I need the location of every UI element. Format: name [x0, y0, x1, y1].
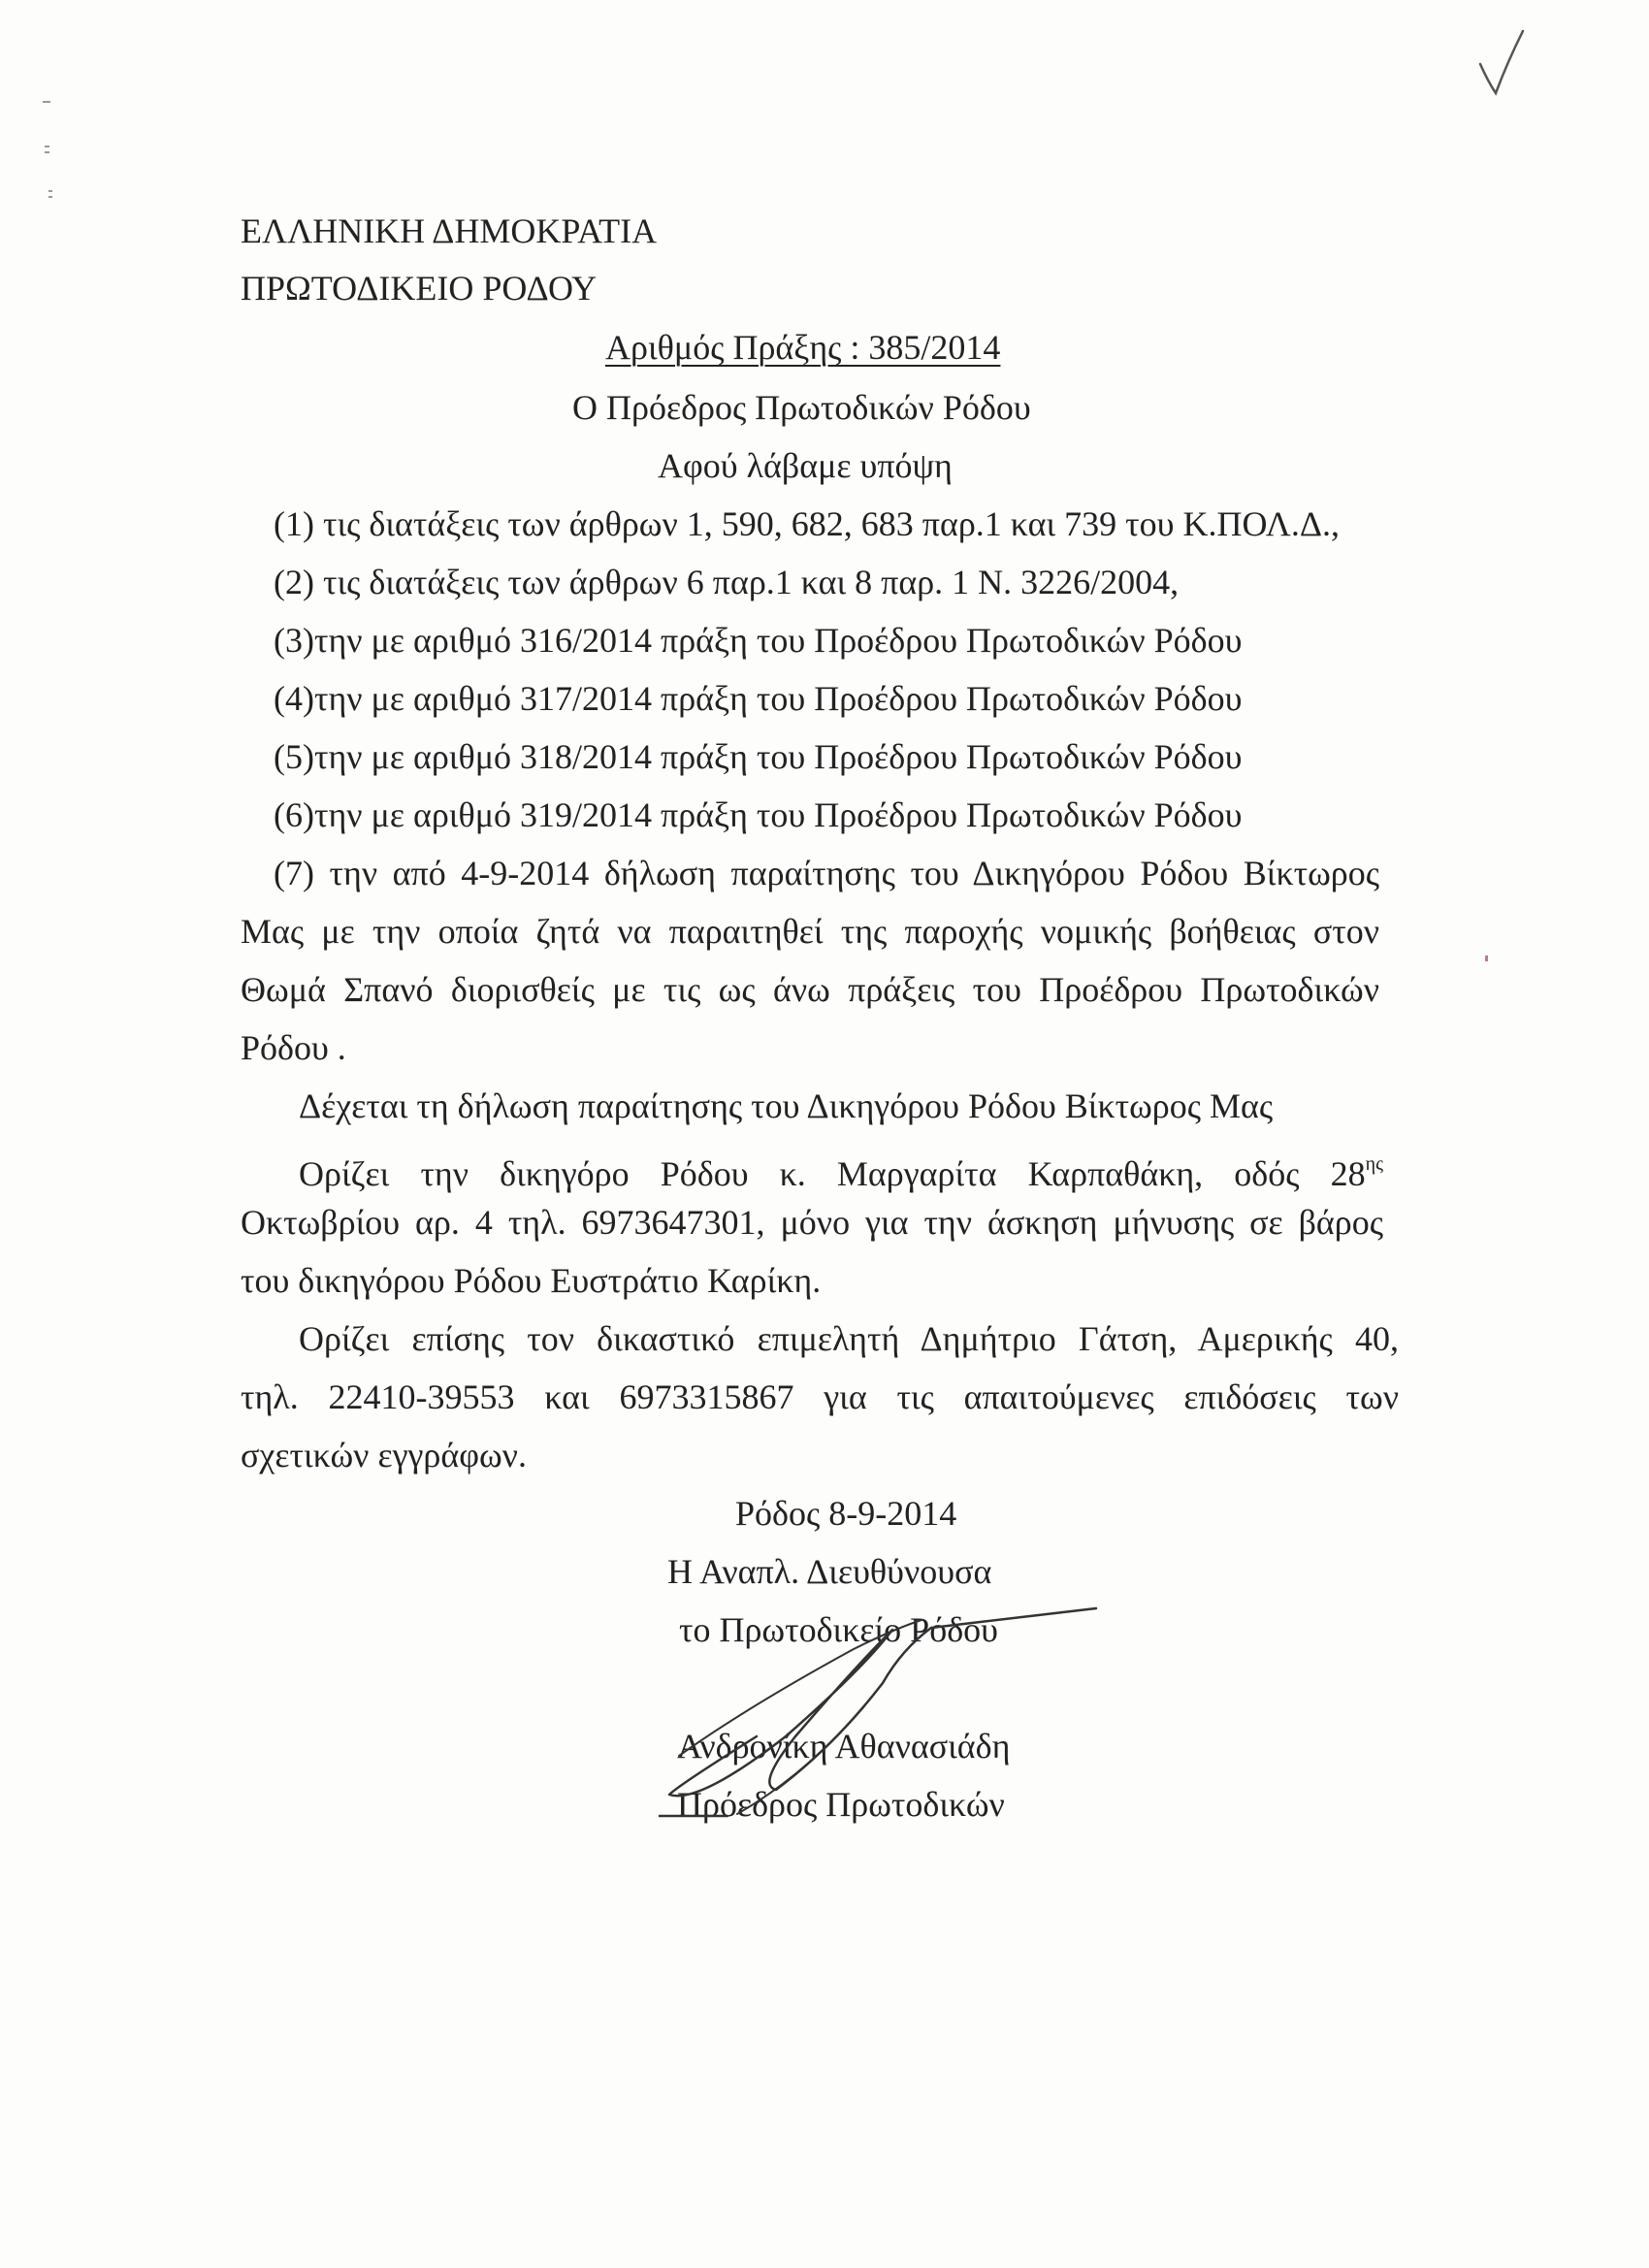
consideration-7-line4: Ρόδου . [241, 1028, 346, 1067]
appoints-lawyer-line2: Οκτωβρίου αρ. 4 τηλ. 6973647301, μόνο για την άσκηση μήνυσης σε βάρος [241, 1203, 1383, 1242]
appoints-bailiff-line3: σχετικών εγγράφων. [241, 1436, 527, 1474]
consideration-2: (2) τις διατάξεις των άρθρων 6 παρ.1 και 8 παρ. 1 Ν. 3226/2004, [274, 563, 1180, 601]
president-heading: Ο Πρόεδρος Πρωτοδικών Ρόδου [572, 388, 1031, 427]
consideration-6: (6)την με αριθμό 319/2014 πράξη του Προέδρου Πρωτοδικών Ρόδου [274, 795, 1243, 834]
considering-heading: Αφού λάβαμε υπόψη [658, 446, 953, 485]
country-heading: ΕΛΛΗΝΙΚΗ ΔΗΜΟΚΡΑΤΙΑ [241, 211, 658, 250]
appoints-bailiff-line2: τηλ. 22410-39553 και 6973315867 για τις απαιτούμενες επιδόσεις των [241, 1377, 1399, 1416]
appoints-lawyer-text: Ορίζει την δικηγόρο Ρόδου κ. Μαργαρίτα Καρπαθάκη, οδός 28 [299, 1154, 1366, 1193]
consideration-3: (3)την με αριθμό 316/2014 πράξη του Προέδρου Πρωτοδικών Ρόδου [274, 621, 1243, 660]
consideration-5: (5)την με αριθμό 318/2014 πράξη του Προέδρου Πρωτοδικών Ρόδου [274, 737, 1243, 776]
signatory-court: το Πρωτοδικείο Ρόδου [679, 1610, 998, 1649]
scan-speck [1485, 956, 1488, 961]
consideration-7-line3: Θωμά Σπανό διορισθείς με τις ως άνω πράξεις του Προέδρου Πρωτοδικών [241, 970, 1379, 1009]
scan-speck [48, 196, 52, 198]
act-number: Αριθμός Πράξης : 385/2014 [605, 328, 1001, 367]
consideration-1: (1) τις διατάξεις των άρθρων 1, 590, 682, 683 παρ.1 και 739 του Κ.ΠΟΛ.Δ., [274, 504, 1340, 543]
court-heading: ΠΡΩΤΟΔΙΚΕΙΟ ΡΟΔΟΥ [241, 269, 598, 308]
scan-speck [45, 146, 49, 147]
consideration-7-line2: Μας με την οποία ζητά να παραιτηθεί της παροχής νομικής βοήθειας στον [241, 912, 1379, 951]
signatory-name: Ανδρονίκη Αθανασιάδη [677, 1727, 1011, 1766]
appoints-lawyer-line1 [299, 1143, 1383, 1195]
accepts-resignation: Δέχεται τη δήλωση παραίτησης του Δικηγόρου Ρόδου Βίκτωρος Μας [299, 1086, 1274, 1125]
consideration-7-line1: (7) την από 4-9-2014 δήλωση παραίτησης του Δικηγόρου Ρόδου Βίκτωρος [274, 854, 1379, 892]
place-date: Ρόδος 8-9-2014 [735, 1494, 957, 1533]
consideration-4: (4)την με αριθμό 317/2014 πράξη του Προέδρου Πρωτοδικών Ρόδου [274, 679, 1243, 718]
scan-speck [48, 190, 52, 192]
scan-speck [43, 101, 50, 103]
ordinal-suffix: ης [1365, 1153, 1383, 1175]
scan-speck [45, 151, 49, 153]
appoints-bailiff-line1: Ορίζει επίσης τον δικαστικό επιμελητή Δημήτριο Γάτση, Αμερικής 40, [299, 1319, 1399, 1358]
handwritten-signature [640, 1591, 1106, 1843]
appoints-lawyer-line3: του δικηγόρου Ρόδου Ευστράτιο Καρίκη. [241, 1261, 822, 1300]
signatory-role: Η Αναπλ. Διευθύνουσα [667, 1552, 992, 1591]
check-mark-icon [1474, 25, 1533, 103]
signatory-title: Πρόεδρος Πρωτοδικών [677, 1785, 1005, 1824]
